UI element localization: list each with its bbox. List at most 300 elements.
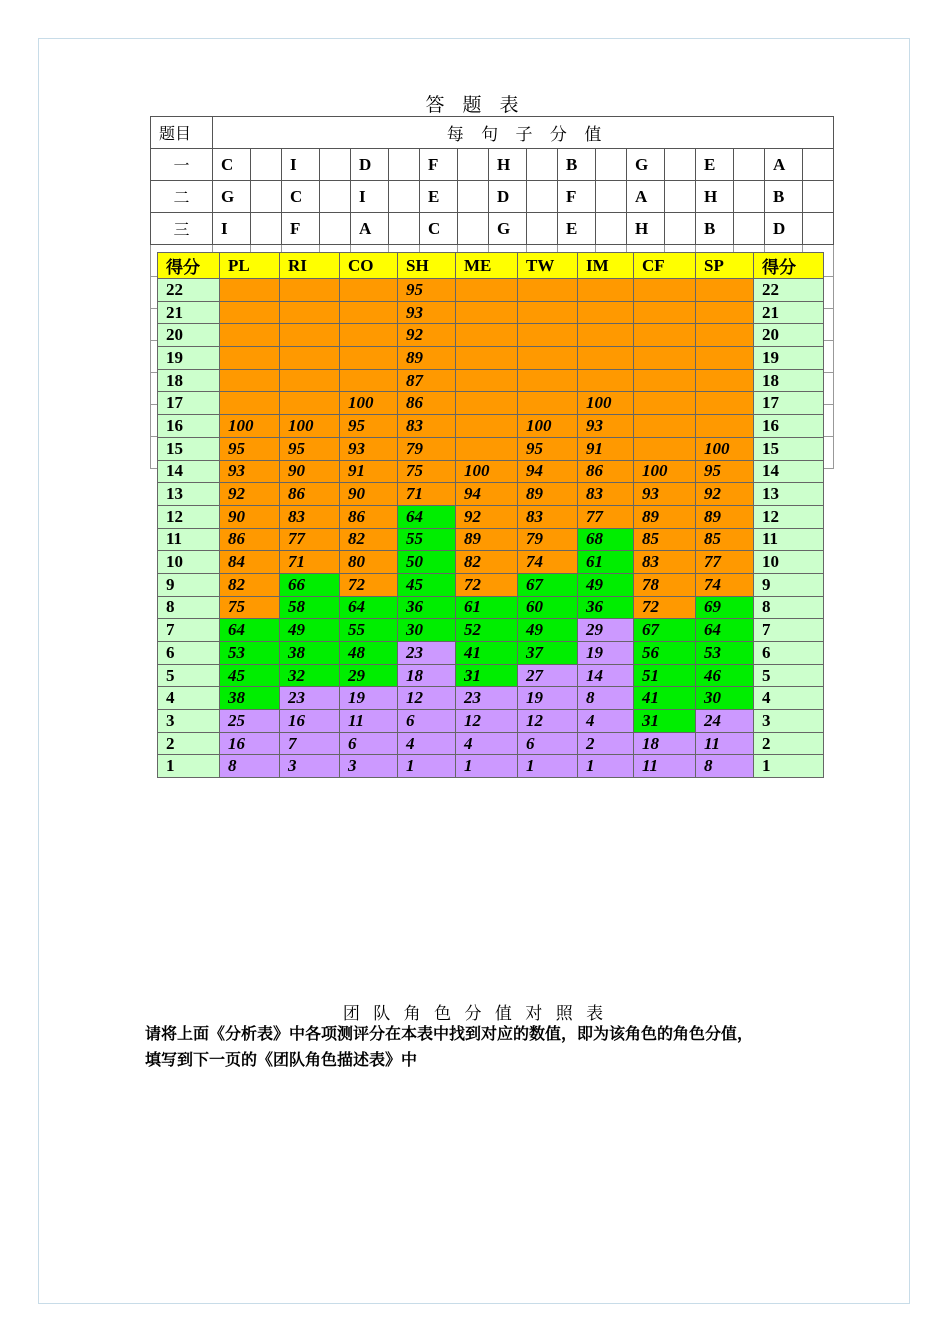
role-value-cell: 16 <box>280 710 340 733</box>
role-value-cell: 48 <box>340 642 398 665</box>
role-value-cell <box>340 324 398 347</box>
role-value-cell: 95 <box>696 460 754 483</box>
answer-value-cell[interactable] <box>596 149 627 181</box>
answer-letter: H <box>696 181 734 213</box>
role-value-cell: 74 <box>696 573 754 596</box>
role-value-cell: 56 <box>634 642 696 665</box>
role-value-cell <box>456 324 518 347</box>
score-label-left: 10 <box>158 551 220 574</box>
role-value-cell: 95 <box>340 415 398 438</box>
answer-value-cell[interactable] <box>665 149 696 181</box>
role-value-cell: 85 <box>696 528 754 551</box>
role-value-cell: 18 <box>398 664 456 687</box>
role-value-cell <box>578 347 634 370</box>
role-value-cell: 92 <box>398 324 456 347</box>
question-number: 二 <box>151 181 213 213</box>
role-value-cell: 8 <box>578 687 634 710</box>
question-number: 三 <box>151 213 213 245</box>
answer-value-cell[interactable] <box>320 149 351 181</box>
role-value-cell: 83 <box>578 483 634 506</box>
score-row <box>158 619 824 642</box>
role-value-cell <box>696 392 754 415</box>
score-row <box>158 483 824 506</box>
score-label-right: 21 <box>754 301 824 324</box>
answer-value-cell[interactable] <box>803 213 834 245</box>
answer-letter: B <box>765 181 803 213</box>
role-value-cell: 93 <box>578 415 634 438</box>
column-header: CO <box>340 253 398 279</box>
score-label-left: 11 <box>158 528 220 551</box>
role-value-cell <box>518 279 578 302</box>
role-value-cell: 71 <box>280 551 340 574</box>
answer-letter: F <box>558 181 596 213</box>
role-value-cell <box>518 324 578 347</box>
role-value-cell: 95 <box>518 437 578 460</box>
instruction-line-1: 请将上面《分析表》中各项测评分在本表中找到对应的数值，即为该角色的角色分值， <box>145 1024 754 1043</box>
role-value-cell: 18 <box>634 732 696 755</box>
role-value-cell <box>280 324 340 347</box>
answer-letter: G <box>213 181 251 213</box>
score-label-right: 8 <box>754 596 824 619</box>
score-row <box>158 642 824 665</box>
score-label-right: 7 <box>754 619 824 642</box>
score-label-left: 12 <box>158 505 220 528</box>
role-value-cell: 3 <box>340 755 398 778</box>
role-value-cell: 82 <box>456 551 518 574</box>
role-value-cell: 64 <box>696 619 754 642</box>
question-number: 一 <box>151 149 213 181</box>
role-value-cell <box>578 301 634 324</box>
answer-value-cell[interactable] <box>389 181 420 213</box>
role-value-cell: 58 <box>280 596 340 619</box>
role-value-cell: 86 <box>280 483 340 506</box>
role-value-cell: 38 <box>220 687 280 710</box>
role-value-cell: 30 <box>696 687 754 710</box>
answer-value-cell[interactable] <box>734 181 765 213</box>
role-value-cell <box>696 324 754 347</box>
role-value-cell: 6 <box>340 732 398 755</box>
score-label-left: 8 <box>158 596 220 619</box>
role-value-cell: 49 <box>578 573 634 596</box>
answer-value-cell[interactable] <box>458 149 489 181</box>
answer-value-cell[interactable] <box>596 213 627 245</box>
answer-letter: I <box>351 181 389 213</box>
role-value-cell: 64 <box>220 619 280 642</box>
role-value-cell: 24 <box>696 710 754 733</box>
score-row <box>158 687 824 710</box>
role-value-cell: 100 <box>220 415 280 438</box>
score-label-right: 5 <box>754 664 824 687</box>
role-value-cell: 94 <box>518 460 578 483</box>
role-value-cell <box>634 301 696 324</box>
role-value-cell <box>696 369 754 392</box>
score-label-left: 18 <box>158 369 220 392</box>
score-label-left: 4 <box>158 687 220 710</box>
answer-letter: G <box>627 149 665 181</box>
role-value-cell: 67 <box>518 573 578 596</box>
role-value-cell: 80 <box>340 551 398 574</box>
role-value-cell <box>518 392 578 415</box>
answer-letter: D <box>489 181 527 213</box>
answer-letter: D <box>765 213 803 245</box>
score-row <box>158 324 824 347</box>
role-value-cell <box>518 369 578 392</box>
column-header: ME <box>456 253 518 279</box>
role-value-cell <box>456 301 518 324</box>
answer-value-cell[interactable] <box>734 149 765 181</box>
score-row <box>158 437 824 460</box>
answer-sheet-title: 答 题 表 <box>425 94 525 116</box>
role-value-cell: 83 <box>280 505 340 528</box>
role-value-cell: 55 <box>398 528 456 551</box>
answer-value-cell[interactable] <box>320 181 351 213</box>
score-label-right: 13 <box>754 483 824 506</box>
score-label-right: 10 <box>754 551 824 574</box>
answer-letter: E <box>696 149 734 181</box>
answer-letter: G <box>489 213 527 245</box>
role-value-cell: 79 <box>518 528 578 551</box>
role-value-cell: 92 <box>456 505 518 528</box>
column-header: SH <box>398 253 456 279</box>
role-value-cell: 29 <box>578 619 634 642</box>
role-value-cell: 23 <box>456 687 518 710</box>
role-value-cell <box>280 301 340 324</box>
role-value-cell: 89 <box>398 347 456 370</box>
role-value-cell: 27 <box>518 664 578 687</box>
score-label-left: 2 <box>158 732 220 755</box>
answer-value-cell[interactable] <box>458 181 489 213</box>
score-row <box>158 755 824 778</box>
role-value-cell <box>456 437 518 460</box>
answer-letter: H <box>627 213 665 245</box>
role-value-cell: 95 <box>280 437 340 460</box>
role-value-cell <box>634 415 696 438</box>
answer-letter: B <box>558 149 596 181</box>
role-value-cell: 31 <box>456 664 518 687</box>
role-value-cell: 83 <box>398 415 456 438</box>
score-label-right: 11 <box>754 528 824 551</box>
role-value-cell: 3 <box>280 755 340 778</box>
role-value-cell: 93 <box>634 483 696 506</box>
role-value-cell: 100 <box>634 460 696 483</box>
score-row <box>158 573 824 596</box>
role-value-cell <box>696 279 754 302</box>
role-value-cell <box>280 347 340 370</box>
role-value-cell <box>634 369 696 392</box>
column-header: CF <box>634 253 696 279</box>
score-label-left: 14 <box>158 460 220 483</box>
role-value-cell: 92 <box>220 483 280 506</box>
answer-letter: F <box>420 149 458 181</box>
score-label-right: 20 <box>754 324 824 347</box>
role-value-cell <box>340 347 398 370</box>
role-value-cell <box>220 301 280 324</box>
role-value-cell: 67 <box>634 619 696 642</box>
answer-header-row <box>151 117 834 149</box>
role-value-cell: 46 <box>696 664 754 687</box>
role-value-cell <box>280 392 340 415</box>
score-label-left: 20 <box>158 324 220 347</box>
column-header: TW <box>518 253 578 279</box>
role-value-cell <box>456 415 518 438</box>
role-value-cell <box>518 347 578 370</box>
score-label-right: 1 <box>754 755 824 778</box>
role-value-cell: 52 <box>456 619 518 642</box>
answer-value-cell[interactable] <box>389 213 420 245</box>
role-value-cell <box>456 369 518 392</box>
role-value-cell <box>280 369 340 392</box>
score-row <box>158 710 824 733</box>
answer-value-cell[interactable] <box>803 181 834 213</box>
score-label-right: 17 <box>754 392 824 415</box>
role-value-cell <box>220 392 280 415</box>
role-value-cell: 95 <box>398 279 456 302</box>
role-value-cell: 61 <box>456 596 518 619</box>
column-header: 得分 <box>754 253 824 279</box>
role-value-cell <box>220 324 280 347</box>
role-value-cell: 64 <box>340 596 398 619</box>
role-value-cell: 90 <box>220 505 280 528</box>
answer-letter: A <box>627 181 665 213</box>
column-header: IM <box>578 253 634 279</box>
role-value-cell: 19 <box>340 687 398 710</box>
role-value-cell: 86 <box>340 505 398 528</box>
role-value-cell: 16 <box>220 732 280 755</box>
role-value-cell: 49 <box>280 619 340 642</box>
role-value-cell: 79 <box>398 437 456 460</box>
score-label-left: 15 <box>158 437 220 460</box>
score-label-right: 19 <box>754 347 824 370</box>
answer-letter: C <box>420 213 458 245</box>
score-row <box>158 369 824 392</box>
role-value-cell <box>220 347 280 370</box>
role-value-cell: 90 <box>280 460 340 483</box>
role-value-cell: 93 <box>340 437 398 460</box>
reference-title: 团 队 角 色 分 值 对 照 表 <box>342 1004 608 1024</box>
role-value-cell: 1 <box>456 755 518 778</box>
role-value-cell <box>634 437 696 460</box>
column-header: 得分 <box>158 253 220 279</box>
role-value-cell: 100 <box>340 392 398 415</box>
answer-row <box>151 181 834 213</box>
answer-letter: C <box>282 181 320 213</box>
score-row <box>158 505 824 528</box>
role-value-cell: 94 <box>456 483 518 506</box>
answer-value-cell[interactable] <box>251 181 282 213</box>
role-value-cell: 85 <box>634 528 696 551</box>
role-value-cell: 78 <box>634 573 696 596</box>
score-row <box>158 664 824 687</box>
answer-letter: I <box>282 149 320 181</box>
role-value-cell: 64 <box>398 505 456 528</box>
role-value-cell: 77 <box>578 505 634 528</box>
role-value-cell: 84 <box>220 551 280 574</box>
role-value-cell: 74 <box>518 551 578 574</box>
role-value-cell: 14 <box>578 664 634 687</box>
role-value-cell: 4 <box>398 732 456 755</box>
role-value-cell: 50 <box>398 551 456 574</box>
role-value-cell: 68 <box>578 528 634 551</box>
role-value-cell: 75 <box>398 460 456 483</box>
role-value-cell: 11 <box>340 710 398 733</box>
answer-value-cell[interactable] <box>527 213 558 245</box>
score-row <box>158 551 824 574</box>
role-value-cell: 12 <box>398 687 456 710</box>
role-value-cell: 6 <box>518 732 578 755</box>
role-value-cell: 32 <box>280 664 340 687</box>
role-value-cell: 45 <box>220 664 280 687</box>
role-value-cell <box>340 279 398 302</box>
answer-letter: A <box>765 149 803 181</box>
role-value-cell: 23 <box>280 687 340 710</box>
answer-value-cell[interactable] <box>665 181 696 213</box>
role-value-cell: 1 <box>398 755 456 778</box>
score-label-right: 14 <box>754 460 824 483</box>
role-value-cell: 29 <box>340 664 398 687</box>
role-value-cell: 12 <box>456 710 518 733</box>
role-value-cell: 91 <box>340 460 398 483</box>
role-value-cell: 12 <box>518 710 578 733</box>
role-value-cell: 89 <box>518 483 578 506</box>
role-value-cell: 25 <box>220 710 280 733</box>
answer-letter: I <box>213 213 251 245</box>
score-label-right: 2 <box>754 732 824 755</box>
score-label-left: 3 <box>158 710 220 733</box>
role-value-cell: 91 <box>578 437 634 460</box>
role-value-cell: 41 <box>634 687 696 710</box>
role-value-cell: 93 <box>220 460 280 483</box>
role-value-cell: 72 <box>456 573 518 596</box>
header-values: 每 句 子 分 值 <box>213 117 834 149</box>
score-label-right: 18 <box>754 369 824 392</box>
role-value-cell: 82 <box>340 528 398 551</box>
role-value-cell: 75 <box>220 596 280 619</box>
role-value-cell <box>634 392 696 415</box>
role-value-cell <box>578 324 634 347</box>
role-value-cell: 95 <box>220 437 280 460</box>
role-value-cell <box>456 279 518 302</box>
answer-row <box>151 213 834 245</box>
role-value-cell <box>578 279 634 302</box>
role-value-cell <box>634 279 696 302</box>
role-value-cell: 72 <box>340 573 398 596</box>
answer-letter: B <box>696 213 734 245</box>
role-value-cell: 66 <box>280 573 340 596</box>
role-value-cell: 89 <box>634 505 696 528</box>
instruction-line-2: 填写到下一页的《团队角色描述表》中 <box>145 1050 418 1069</box>
role-value-cell: 31 <box>634 710 696 733</box>
role-value-cell: 60 <box>518 596 578 619</box>
role-value-cell: 11 <box>634 755 696 778</box>
score-row <box>158 279 824 302</box>
role-value-cell: 86 <box>578 460 634 483</box>
answer-value-cell[interactable] <box>389 149 420 181</box>
score-label-right: 22 <box>754 279 824 302</box>
role-value-cell: 4 <box>456 732 518 755</box>
role-value-cell: 77 <box>696 551 754 574</box>
role-value-cell: 100 <box>518 415 578 438</box>
answer-value-cell[interactable] <box>803 149 834 181</box>
answer-letter: A <box>351 213 389 245</box>
role-value-cell: 55 <box>340 619 398 642</box>
answer-letter: E <box>558 213 596 245</box>
answer-value-cell[interactable] <box>458 213 489 245</box>
role-value-cell: 1 <box>578 755 634 778</box>
role-value-cell: 8 <box>696 755 754 778</box>
answer-row <box>151 149 834 181</box>
role-value-cell: 36 <box>578 596 634 619</box>
score-label-left: 6 <box>158 642 220 665</box>
role-value-cell: 89 <box>456 528 518 551</box>
score-row <box>158 347 824 370</box>
role-value-cell <box>634 324 696 347</box>
answer-letter: E <box>420 181 458 213</box>
score-label-left: 1 <box>158 755 220 778</box>
score-row <box>158 415 824 438</box>
answer-letter: D <box>351 149 389 181</box>
role-value-cell: 89 <box>696 505 754 528</box>
role-value-cell <box>578 369 634 392</box>
score-row <box>158 732 824 755</box>
role-value-cell: 100 <box>696 437 754 460</box>
role-value-cell: 83 <box>518 505 578 528</box>
role-value-cell: 4 <box>578 710 634 733</box>
answer-value-cell[interactable] <box>527 149 558 181</box>
answer-value-cell[interactable] <box>320 213 351 245</box>
score-label-left: 19 <box>158 347 220 370</box>
score-header-row <box>158 253 824 279</box>
answer-value-cell[interactable] <box>527 181 558 213</box>
score-label-left: 17 <box>158 392 220 415</box>
answer-value-cell[interactable] <box>596 181 627 213</box>
column-header: RI <box>280 253 340 279</box>
role-value-cell <box>340 301 398 324</box>
column-header: PL <box>220 253 280 279</box>
answer-letter: F <box>282 213 320 245</box>
score-label-right: 4 <box>754 687 824 710</box>
score-label-left: 9 <box>158 573 220 596</box>
score-row <box>158 301 824 324</box>
role-value-cell: 23 <box>398 642 456 665</box>
role-value-cell: 71 <box>398 483 456 506</box>
score-label-left: 22 <box>158 279 220 302</box>
role-value-cell: 7 <box>280 732 340 755</box>
role-value-cell: 38 <box>280 642 340 665</box>
score-label-right: 9 <box>754 573 824 596</box>
role-value-cell <box>696 301 754 324</box>
role-value-cell <box>696 347 754 370</box>
answer-value-cell[interactable] <box>665 213 696 245</box>
role-value-cell <box>340 369 398 392</box>
role-value-cell: 100 <box>456 460 518 483</box>
answer-value-cell[interactable] <box>734 213 765 245</box>
role-value-cell <box>220 369 280 392</box>
answer-value-cell[interactable] <box>251 149 282 181</box>
role-value-cell <box>280 279 340 302</box>
role-value-cell: 53 <box>696 642 754 665</box>
role-value-cell: 2 <box>578 732 634 755</box>
column-header: SP <box>696 253 754 279</box>
role-value-cell: 53 <box>220 642 280 665</box>
role-value-cell: 30 <box>398 619 456 642</box>
answer-value-cell[interactable] <box>251 213 282 245</box>
role-value-cell: 6 <box>398 710 456 733</box>
role-value-cell: 72 <box>634 596 696 619</box>
score-label-right: 6 <box>754 642 824 665</box>
role-value-cell <box>518 301 578 324</box>
role-value-cell: 100 <box>280 415 340 438</box>
role-value-cell <box>634 347 696 370</box>
